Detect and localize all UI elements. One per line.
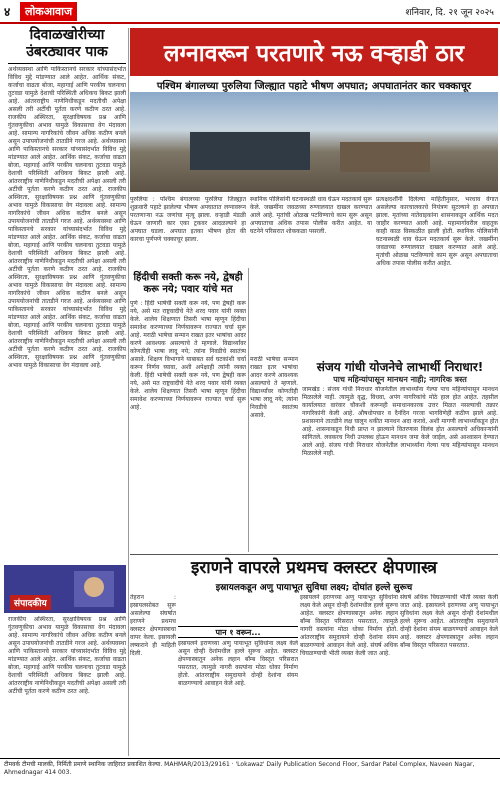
editorial-body-cont: राजकीय अस्थिरता, सुरक्षाविषयक प्रश्न आणि गुंतवणुकीचा अभाव यामुळे विकासाचा वेग मंदावला आहे. सामान्य नागरिकांचे जीवन अधिक कठीण बनले असून उपाययोजनांची तातडीने गरज आहे. अर्थव्यवस्था आणि पाकिस्तानचे सरकार यांच्यासंदर्भात विविध मुद्दे मांडण्यात आले आहेत. आर्थिक संकट, कर्जाचा वाढता बोजा, महागाई आणि परकीय चलनाचा तुटवडा यामुळे देशाची परिस्थिती अधिकच बिकट झाली आहे. आंतरराष्ट्रीय नाणेनिधीकडून मदतीची अपेक्षा असली तरी अटींची पूर्तता करणे कठीण ठरत आहे. <box>8 616 126 695</box>
missile-headline: इराणने वापरले प्रथमच क्लस्टर क्षेपणास्त्र <box>190 558 438 578</box>
sanjay-subheadline: पाच महिन्यांपासून मानधन नाही; नागरिक त्रस्त <box>333 375 467 384</box>
masthead-logo: लोकआवाज <box>20 2 77 21</box>
hindi-story-headline: हिंदीची सक्ती करू नये, द्वेषही करू नये; पवार यांचे मत <box>133 272 243 295</box>
missile-body-col4: संघर्ष अधिक चिघळण्याची भीती व्यक्त केली जात आहे. इस्रायलने इराणच्या अणु पायाभूत सुविधांना लक्ष्य केले असून दोन्ही देशांमधील हल्ले सुरूच आहेत. आंतरराष्ट्रीय समुदायाने दोन्ही देशांना संयम बाळगण्याचे आवाहन केले आहे. क्लस्टर क्षेपणास्त्रातून अनेक लहान बॉम्ब विस्तृत परिसरात पसरतात. <box>400 594 498 649</box>
editorial-title: दिवाळखोरीच्या उंबरठ्यावर पाक <box>26 27 108 60</box>
promo-ad-image <box>4 565 126 613</box>
dateline: शनिवार, दि. २१ जून २०२५ <box>405 8 494 18</box>
lead-body-col3: प्रत्यक्षदर्शींनी दिलेल्या माहितीनुसार, भरधाव वेगात असलेल्या कारचालकाचे नियंत्रण सुटल्याने हा अपघात झाला. मृतांच्या नातेवाइकांना शासनाकडून आर्थिक मदत जाहीर करण्यात आली आहे. महामार्गावरील वाहतूक काही काळ विस्कळीत झाली होती. स्थानिक पोलिसांनी घटनास्थळी धाव घेऊन मदतकार्य सुरू केले. जखमींना जवळच्या रुग्णालयात दाखल करण्यात आले आहे. मृतांची ओळख पटविण्याचे काम सुरू असून अपघाताचा अधिक तपास पोलीस करीत आहेत. <box>376 196 498 267</box>
print-line: टीमवर्क टीमची मालकी, निर्मिती प्रमाणे स्थानिक जाहिरात प्रकाशित केल्या. MAHMAR/2013/29161 · 'Lokawaz' Daily Publication Second Floor, Sardar Patel Complex, Naveen Nagar, Ahmednagar 414 003. <box>0 758 500 795</box>
lead-subheadline: पश्चिम बंगालच्या पुरुलिया जिल्ह्यात पहाटे भीषण अपघात; अपघातानंतर कार चक्काचूर <box>156 81 472 92</box>
missile-subheadline: इस्रायलकडून अणु पायाभूत सुविधा लक्ष्य; दोघांत हल्ले सुरूच <box>215 583 413 593</box>
column-divider <box>128 28 129 756</box>
lead-body-col2: स्थानिक पोलिसांनी घटनास्थळी धाव घेऊन मदतकार्य सुरू केले. जखमींना जवळच्या रुग्णालयात दाखल करण्यात आले आहे. मृतांची ओळख पटविण्याचे काम सुरू असून अपघाताचा अधिक तपास पोलीस करीत आहेत. या घटनेने परिसरात शोककळा पसरली. <box>250 196 372 235</box>
page-header <box>0 0 500 24</box>
accident-photo <box>130 92 498 192</box>
divider <box>8 63 126 64</box>
hindi-story-body: पुणे : हिंदी भाषेची सक्ती करू नये, पण द्वेषही करू नये, असे मत राष्ट्रवादीचे नेते शरद पवार यांनी व्यक्त केले. शालेय शिक्षणात तिसरी भाषा म्हणून हिंदीचा समावेश करण्याच्या निर्णयावरून राज्यात चर्चा सुरू आहे. मराठी भाषेचा सन्मान राखत इतर भाषांचा आदर करणे आवश्यक असल्याचे ते म्हणाले. विद्यार्थ्यांवर कोणतीही भाषा लादू नये; त्यांना निवडीचे स्वातंत्र्य असावे. शिक्षण विभागाने याबाबत सर्व घटकांशी चर्चा करून निर्णय घ्यावा, अशी अपेक्षाही त्यांनी व्यक्त केली. हिंदी भाषेची सक्ती करू नये, पण द्वेषही करू नये, असे मत राष्ट्रवादीचे नेते शरद पवार यांनी व्यक्त केले. शालेय शिक्षणात तिसरी भाषा म्हणून हिंदीचा समावेश करण्याच्या निर्णयावरून राज्यात चर्चा सुरू आहे. <box>130 300 246 411</box>
sanjay-headline: संजय गांधी योजनेचे लाभार्थी निराधार! <box>316 360 484 374</box>
hindi-story-body-cont: मराठी भाषेचा सन्मान राखत इतर भाषांचा आदर करणे आवश्यक असल्याचे ते म्हणाले. विद्यार्थ्यांवर कोणतीही भाषा लादू नये; त्यांना निवडीचे स्वातंत्र्य असावे. <box>250 356 298 419</box>
editorial-body: अर्थव्यवस्था आणि पाकिस्तानचे सरकार यांच्यासंदर्भात विविध मुद्दे मांडण्यात आले आहेत. आर्थिक संकट, कर्जाचा वाढता बोजा, महागाई आणि परकीय चलनाचा तुटवडा यामुळे देशाची परिस्थिती अधिकच बिकट झाली आहे. आंतरराष्ट्रीय नाणेनिधीकडून मदतीची अपेक्षा असली तरी अटींची पूर्तता करणे कठीण ठरत आहे. राजकीय अस्थिरता, सुरक्षाविषयक प्रश्न आणि गुंतवणुकीचा अभाव यामुळे विकासाचा वेग मंदावला आहे. सामान्य नागरिकांचे जीवन अधिक कठीण बनले असून उपाययोजनांची तातडीने गरज आहे. अर्थव्यवस्था आणि पाकिस्तानचे सरकार यांच्यासंदर्भात विविध मुद्दे मांडण्यात आले आहेत. आर्थिक संकट, कर्जाचा वाढता बोजा, महागाई आणि परकीय चलनाचा तुटवडा यामुळे देशाची परिस्थिती अधिकच बिकट झाली आहे. आंतरराष्ट्रीय नाणेनिधीकडून मदतीची अपेक्षा असली तरी अटींची पूर्तता करणे कठीण ठरत आहे. राजकीय अस्थिरता, सुरक्षाविषयक प्रश्न आणि गुंतवणुकीचा अभाव यामुळे विकासाचा वेग मंदावला आहे. सामान्य नागरिकांचे जीवन अधिक कठीण बनले असून उपाययोजनांची तातडीने गरज आहे. अर्थव्यवस्था आणि पाकिस्तानचे सरकार यांच्यासंदर्भात विविध मुद्दे मांडण्यात आले आहेत. आर्थिक संकट, कर्जाचा वाढता बोजा, महागाई आणि परकीय चलनाचा तुटवडा यामुळे देशाची परिस्थिती अधिकच बिकट झाली आहे. आंतरराष्ट्रीय नाणेनिधीकडून मदतीची अपेक्षा असली तरी अटींची पूर्तता करणे कठीण ठरत आहे. राजकीय अस्थिरता, सुरक्षाविषयक प्रश्न आणि गुंतवणुकीचा अभाव यामुळे विकासाचा वेग मंदावला आहे. सामान्य नागरिकांचे जीवन अधिक कठीण बनले असून उपाययोजनांची तातडीने गरज आहे. अर्थव्यवस्था आणि पाकिस्तानचे सरकार यांच्यासंदर्भात विविध मुद्दे मांडण्यात आले आहेत. आर्थिक संकट, कर्जाचा वाढता बोजा, महागाई आणि परकीय चलनाचा तुटवडा यामुळे देशाची परिस्थिती अधिकच बिकट झाली आहे. आंतरराष्ट्रीय नाणेनिधीकडून मदतीची अपेक्षा असली तरी अटींची पूर्तता करणे कठीण ठरत आहे. राजकीय अस्थिरता, सुरक्षाविषयक प्रश्न आणि गुंतवणुकीचा अभाव यामुळे विकासाचा वेग मंदावला आहे. <box>8 66 126 369</box>
missile-body-col2: इस्रायलने इराणच्या अणु पायाभूत सुविधांना लक्ष्य केले असून दोन्ही देशांमधील हल्ले सुरूच आहेत. क्लस्टर क्षेपणास्त्रातून अनेक लहान बॉम्ब विस्तृत परिसरात पसरतात, त्यामुळे नागरी वस्त्यांना मोठा धोका निर्माण होतो. आंतरराष्ट्रीय समुदायाने दोन्ही देशांना संयम बाळगण्याचे आवाहन केले आहे. <box>178 640 298 687</box>
lead-headline: लग्नावरून परतणारे नऊ वऱ्हाडी ठार <box>130 28 498 76</box>
inner-continuation-label: पान १ वरून... <box>178 626 298 638</box>
ad-badge: संपादकीय <box>10 595 51 610</box>
missile-body-col1: तेहरान : इस्रायलसोबत सुरू असलेल्या संघर्षात इराणने प्रथमच क्लस्टर क्षेपणास्त्राचा वापर केला. इस्रायली लष्कराने ही माहिती दिली. <box>130 594 176 657</box>
truck-shape <box>190 132 310 170</box>
lead-body-col1: पुरुलिया : पश्चिम बंगालच्या पुरुलिया जिल्ह्यात शुक्रवारी पहाटे झालेल्या भीषण अपघातात लग्नावरून परतणाऱ्या नऊ जणांचा मृत्यू झाला. वऱ्हाडी मंडळी घेऊन जाणारी कार एका ट्रकवर आदळल्याने हा अपघात घडला. अपघात इतका भीषण होता की कारचा पूर्णपणे चक्काचूर झाला. <box>130 196 246 243</box>
missile-body-col3: इस्रायलने इराणच्या अणु पायाभूत सुविधांना लक्ष्य केले असून दोन्ही देशांमधील हल्ले सुरूच आहेत. क्लस्टर क्षेपणास्त्रातून अनेक लहान बॉम्ब विस्तृत परिसरात पसरतात, त्यामुळे नागरी वस्त्यांना मोठा धोका निर्माण होतो. आंतरराष्ट्रीय समुदायाने दोन्ही देशांना संयम बाळगण्याचे आवाहन केले आहे. संघर्ष अधिक चिघळण्याची भीती व्यक्त केली जात आहे. <box>300 594 398 657</box>
section-divider <box>130 554 498 555</box>
column-divider <box>248 268 249 552</box>
wreck-shape <box>340 142 430 172</box>
page-number: ४ <box>4 5 11 19</box>
sanjay-body: जामखेड : संजय गांधी निराधार योजनेतील लाभार्थ्यांना गेल्या पाच महिन्यांपासून मानधन मिळालेले नाही. त्यामुळे वृद्ध, विधवा, अपंग नागरिकांचे मोठे हाल होत आहेत. तहसील कार्यालयात वारंवार चौकशी करूनही समाधानकारक उत्तर मिळत नसल्याची तक्रार नागरिकांनी केली आहे. औषधोपचार व दैनंदिन गरजा भागविणेही कठीण झाले आहे. प्रशासनाने तातडीने लक्ष घालून थकीत मानधन अदा करावे, अशी मागणी लाभार्थ्यांकडून होत आहे. शासनाकडून निधी प्राप्त न झाल्याने वितरणास विलंब होत असल्याचे अधिकाऱ्यांनी सांगितले. लवकरच निधी उपलब्ध होऊन मानधन जमा केले जाईल, असे आश्वासन देण्यात आले आहे. संजय गांधी निराधार योजनेतील लाभार्थ्यांना गेल्या पाच महिन्यांपासून मानधन मिळालेले नाही. <box>302 386 498 457</box>
